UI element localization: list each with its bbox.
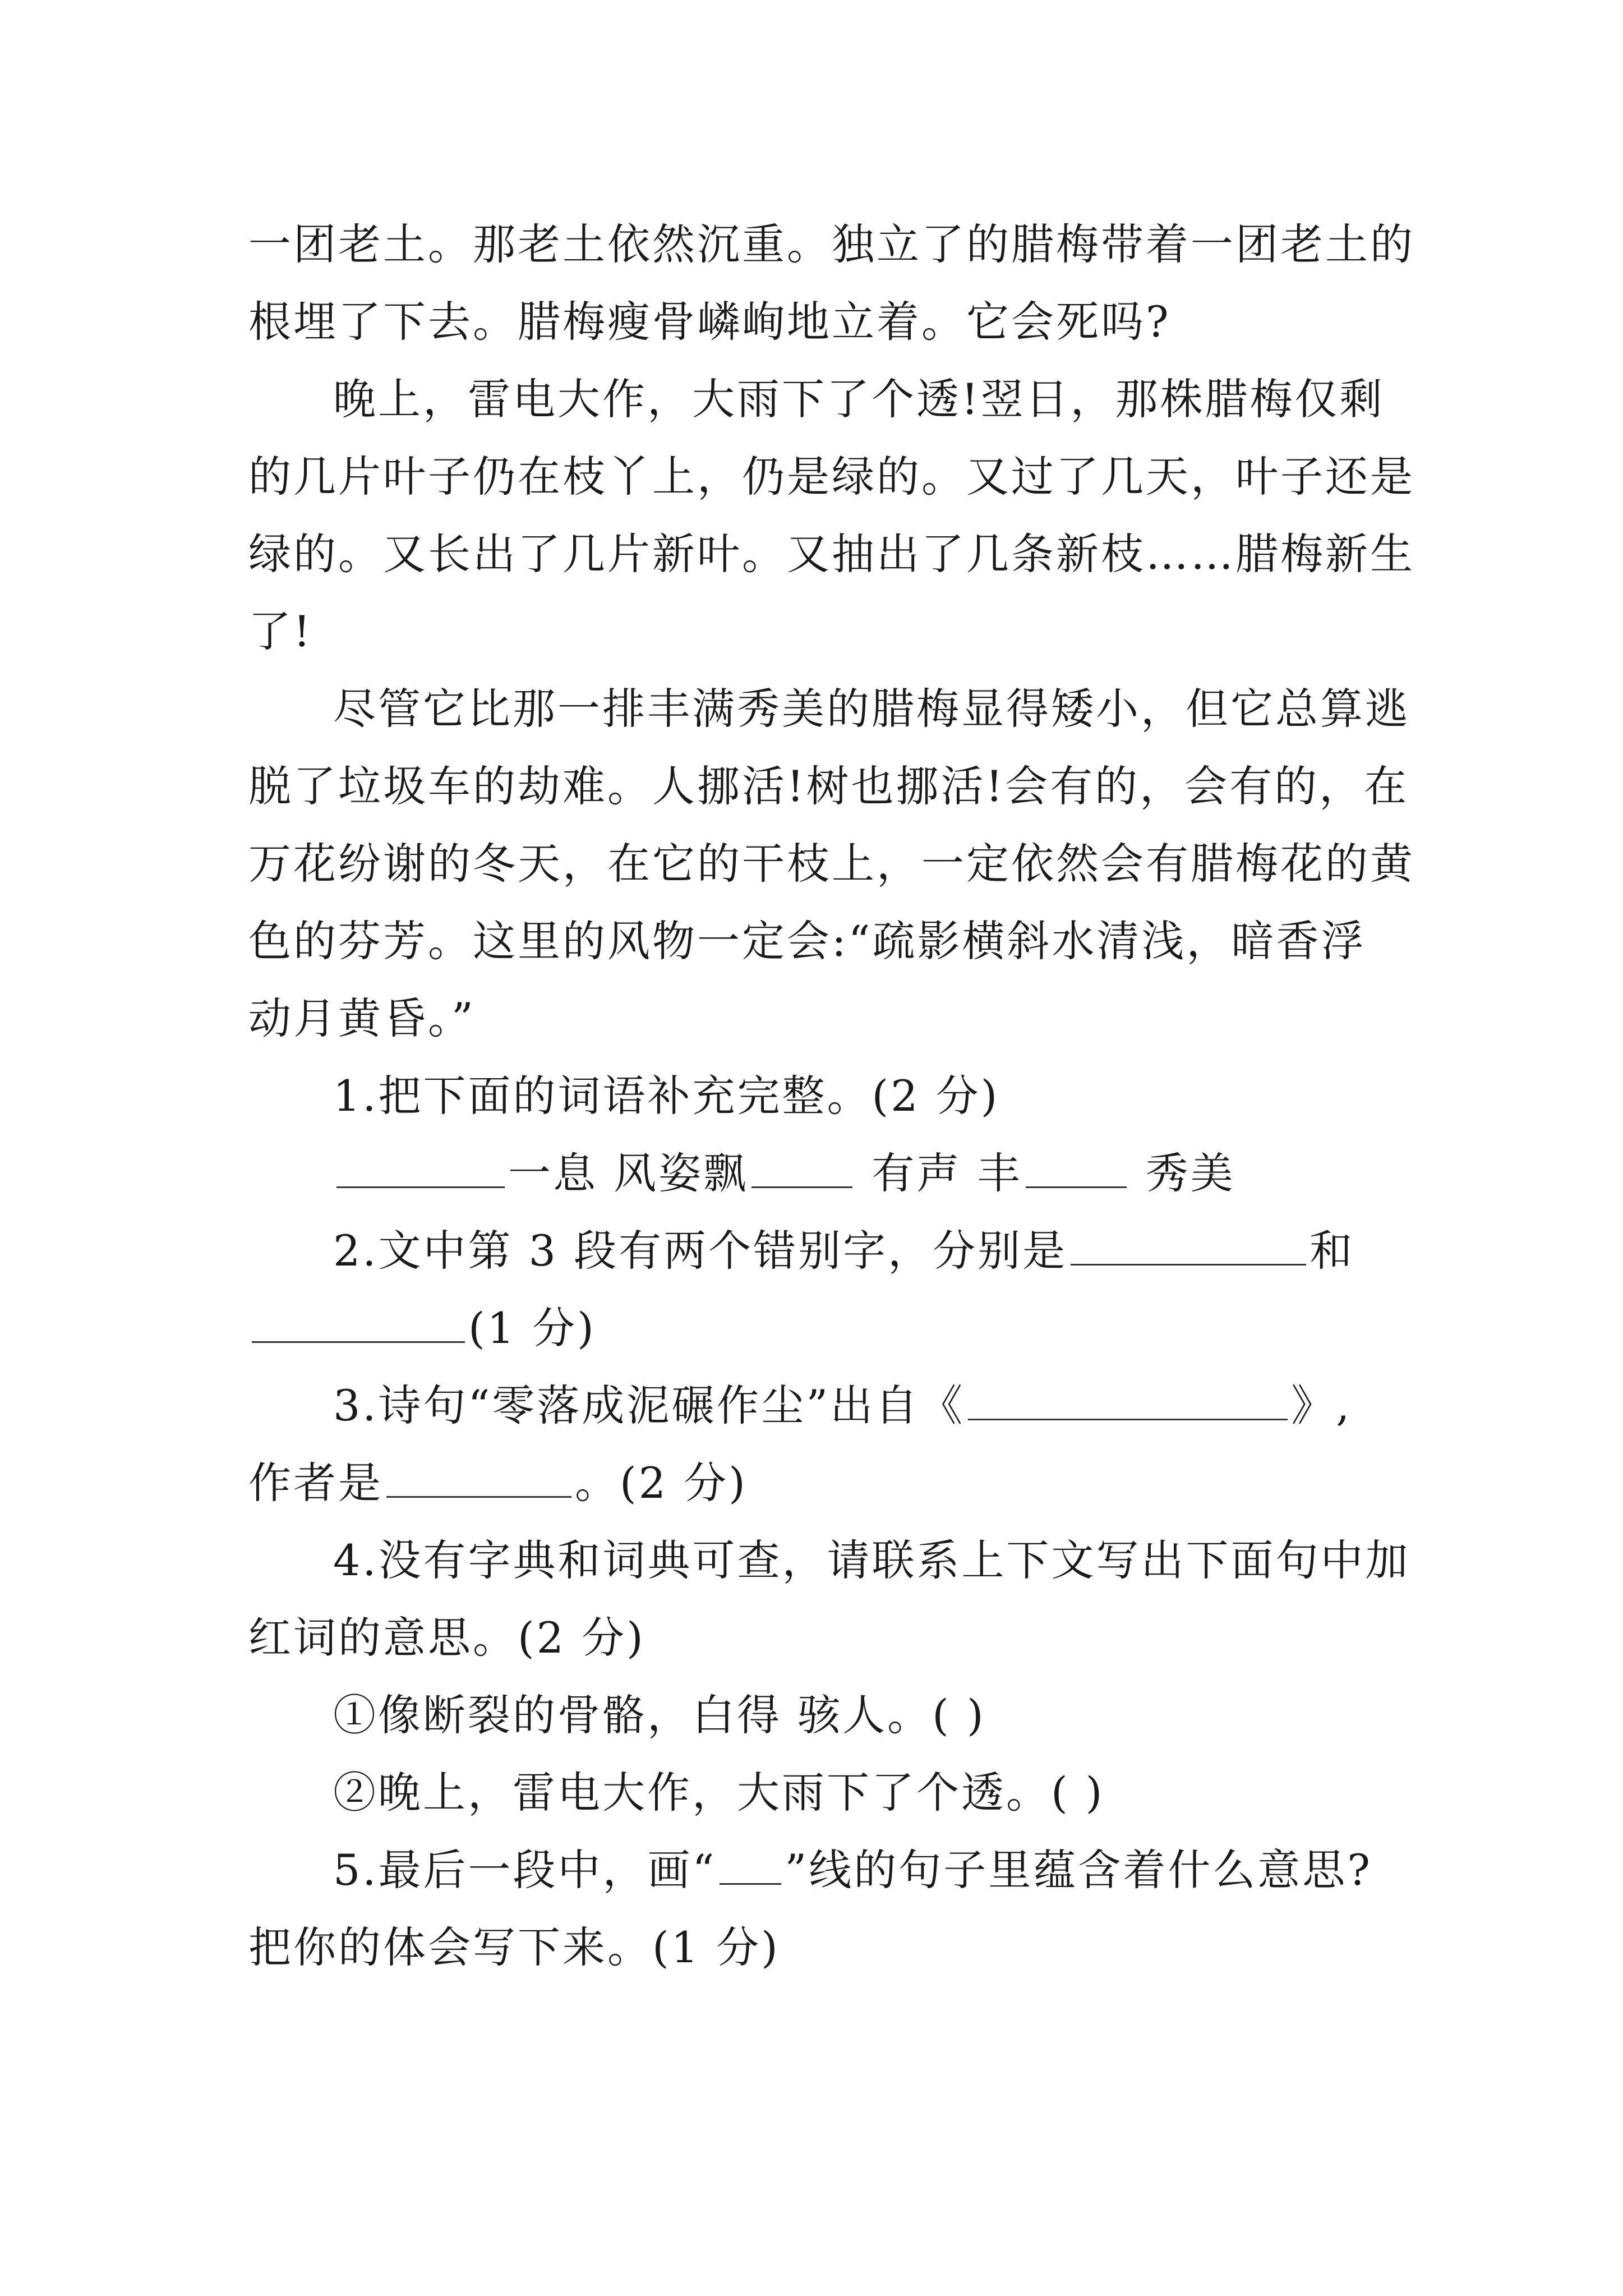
question-text: ”线的句子里蕴含着什么意思? — [785, 1845, 1372, 1895]
question-text: 5.最后一段中，画“ — [333, 1845, 717, 1895]
passage-line: 绿的。又长出了几片新叶。又抽出了几条新枝……腊梅新生 — [248, 529, 1415, 579]
question-score: (1 分) — [468, 1303, 596, 1353]
passage-line: 了! — [248, 606, 313, 656]
word-fragment: 有声 — [872, 1148, 962, 1198]
answer-blank[interactable] — [386, 1462, 571, 1498]
answer-blank[interactable] — [1026, 1153, 1127, 1188]
question-4-item-2: ②晚上，雷电大作，大雨下了个透。( ) — [333, 1768, 1105, 1818]
answer-blank[interactable] — [968, 1385, 1288, 1420]
question-text: 作者是 — [248, 1458, 383, 1508]
word-fragment: 秀美 — [1145, 1148, 1235, 1198]
question-2 — [333, 1224, 1455, 1278]
answer-blank[interactable] — [751, 1153, 852, 1188]
question-4: 4.没有字典和词典可查，请联系上下文写出下面句中加 — [333, 1535, 1410, 1585]
question-text: 2.文中第 3 段有两个错别字，分别是 — [333, 1226, 1068, 1276]
passage-line: 万花纷谢的冬天，在它的干枝上，一定依然会有腊梅花的黄 — [248, 839, 1415, 889]
question-5 — [333, 1843, 1455, 1897]
answer-blank[interactable] — [1071, 1230, 1306, 1266]
question-score: 。(2 分) — [575, 1458, 748, 1508]
question-4-item-1: ①像断裂的骨骼，白得 骇人。( ) — [333, 1690, 986, 1740]
passage-line: 动月黄昏。” — [248, 993, 476, 1043]
passage-line: 一团老土。那老土依然沉重。独立了的腊梅带着一团老土的 — [248, 219, 1415, 269]
question-text: 和 — [1310, 1226, 1355, 1276]
question-5-cont: 把你的体会写下来。(1 分) — [248, 1922, 780, 1972]
passage-line: 尽管它比那一排丰满秀美的腊梅显得矮小，但它总算逃 — [333, 684, 1410, 734]
question-3-cont — [248, 1456, 1370, 1510]
answer-blank[interactable] — [336, 1153, 505, 1188]
question-1-words — [333, 1147, 1455, 1200]
passage-line: 晚上，雷电大作，大雨下了个透!翌日，那株腊梅仅剩 — [333, 374, 1385, 424]
word-fragment: 风姿飘 — [614, 1148, 749, 1198]
question-3 — [333, 1379, 1455, 1433]
question-text: 3.诗句“零落成泥碾作尘”出自《 — [333, 1381, 965, 1430]
question-text: 》, — [1291, 1381, 1352, 1430]
question-4-cont: 红词的意思。(2 分) — [248, 1613, 645, 1663]
question-2-cont — [248, 1301, 1370, 1355]
passage-line: 脱了垃圾车的劫难。人挪活!树也挪活!会有的，会有的，在 — [248, 761, 1409, 811]
word-fragment: 一息 — [508, 1148, 598, 1198]
word-fragment: 丰 — [977, 1148, 1022, 1198]
passage-line: 的几片叶子仍在枝丫上，仍是绿的。又过了几天，叶子还是 — [248, 452, 1415, 501]
answer-blank[interactable] — [252, 1308, 465, 1343]
question-1-title: 1.把下面的词语补充完整。(2 分) — [333, 1071, 1000, 1121]
underline-sample — [720, 1849, 781, 1885]
passage-line: 色的芬芳。这里的风物一定会:“疏影横斜水清浅，暗香浮 — [248, 916, 1366, 966]
passage-line: 根埋了下去。腊梅瘦骨嶙峋地立着。它会死吗? — [248, 297, 1171, 347]
